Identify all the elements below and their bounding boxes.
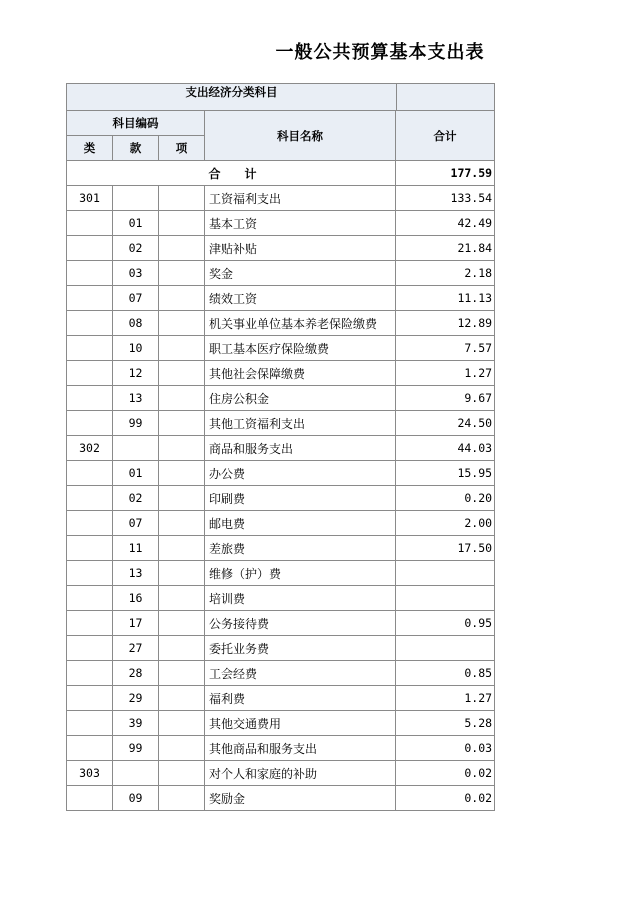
lei-cell (67, 361, 113, 386)
item-name-cell: 委托业务费 (205, 636, 396, 661)
kuan-cell: 08 (113, 311, 159, 336)
amount-cell (396, 636, 495, 661)
kuan-cell: 16 (113, 586, 159, 611)
xiang-cell (159, 711, 205, 736)
item-name-cell: 职工基本医疗保险缴费 (205, 336, 396, 361)
kuan-cell: 39 (113, 711, 159, 736)
item-name-cell: 差旅费 (205, 536, 396, 561)
xiang-cell (159, 586, 205, 611)
item-name-cell: 印刷费 (205, 486, 396, 511)
table-row (67, 511, 495, 536)
amount-cell: 2.00 (396, 511, 495, 536)
xiang-cell (159, 411, 205, 436)
table-row (67, 761, 495, 786)
amount-cell: 7.57 (396, 336, 495, 361)
xiang-cell (159, 211, 205, 236)
header-group-label: 支出经济分类科目 (185, 85, 278, 99)
xiang-cell (159, 511, 205, 536)
lei-cell (67, 261, 113, 286)
item-name-cell: 津贴补贴 (205, 236, 396, 261)
lei-cell: 301 (67, 186, 113, 211)
amount-cell: 2.18 (396, 261, 495, 286)
kuan-cell: 07 (113, 511, 159, 536)
kuan-cell: 03 (113, 261, 159, 286)
table-row (67, 361, 495, 386)
xiang-cell (159, 561, 205, 586)
header-group-cell (67, 84, 495, 111)
xiang-cell (159, 311, 205, 336)
table-row (67, 561, 495, 586)
item-name-cell: 绩效工资 (205, 286, 396, 311)
xiang-cell (159, 611, 205, 636)
kuan-cell: 13 (113, 386, 159, 411)
lei-cell (67, 286, 113, 311)
item-name-cell: 机关事业单位基本养老保险缴费 (205, 311, 396, 336)
amount-cell: 0.95 (396, 611, 495, 636)
lei-cell (67, 386, 113, 411)
table-row (67, 286, 495, 311)
table-row (67, 411, 495, 436)
lei-cell (67, 236, 113, 261)
kuan-cell: 07 (113, 286, 159, 311)
table-row (67, 786, 495, 811)
kuan-cell: 99 (113, 736, 159, 761)
item-name-cell: 维修（护）费 (205, 561, 396, 586)
lei-cell (67, 461, 113, 486)
xiang-cell (159, 436, 205, 461)
xiang-cell (159, 786, 205, 811)
xiang-cell (159, 336, 205, 361)
kuan-cell: 11 (113, 536, 159, 561)
item-name-cell: 其他社会保障缴费 (205, 361, 396, 386)
xiang-cell (159, 661, 205, 686)
amount-cell: 11.13 (396, 286, 495, 311)
amount-cell: 133.54 (396, 186, 495, 211)
kuan-cell: 02 (113, 236, 159, 261)
amount-cell: 0.02 (396, 761, 495, 786)
lei-cell (67, 661, 113, 686)
amount-cell: 1.27 (396, 686, 495, 711)
header-name: 科目名称 (205, 111, 396, 161)
lei-cell (67, 686, 113, 711)
amount-cell: 42.49 (396, 211, 495, 236)
kuan-cell: 01 (113, 461, 159, 486)
table-row (67, 636, 495, 661)
item-name-cell: 奖金 (205, 261, 396, 286)
item-name-cell: 邮电费 (205, 511, 396, 536)
item-name-cell: 培训费 (205, 586, 396, 611)
table-row (67, 661, 495, 686)
header-code-group: 科目编码 (67, 111, 205, 136)
amount-cell: 0.02 (396, 786, 495, 811)
amount-cell: 0.85 (396, 661, 495, 686)
amount-cell: 24.50 (396, 411, 495, 436)
xiang-cell (159, 186, 205, 211)
xiang-cell (159, 486, 205, 511)
kuan-cell (113, 186, 159, 211)
lei-cell: 302 (67, 436, 113, 461)
item-name-cell: 其他工资福利支出 (205, 411, 396, 436)
lei-cell: 303 (67, 761, 113, 786)
lei-cell (67, 711, 113, 736)
kuan-cell: 10 (113, 336, 159, 361)
item-name-cell: 工会经费 (205, 661, 396, 686)
item-name-cell: 公务接待费 (205, 611, 396, 636)
item-name-cell: 基本工资 (205, 211, 396, 236)
lei-cell (67, 336, 113, 361)
lei-cell (67, 511, 113, 536)
kuan-cell: 13 (113, 561, 159, 586)
lei-cell (67, 736, 113, 761)
table-row (67, 461, 495, 486)
table-row (67, 386, 495, 411)
total-amount: 177.59 (396, 161, 495, 186)
table-row (67, 711, 495, 736)
kuan-cell: 01 (113, 211, 159, 236)
table-row (67, 536, 495, 561)
lei-cell (67, 536, 113, 561)
table-row (67, 486, 495, 511)
lei-cell (67, 411, 113, 436)
item-name-cell: 其他商品和服务支出 (205, 736, 396, 761)
table-row (67, 311, 495, 336)
lei-cell (67, 636, 113, 661)
amount-cell: 1.27 (396, 361, 495, 386)
xiang-cell (159, 361, 205, 386)
kuan-cell (113, 761, 159, 786)
kuan-cell: 09 (113, 786, 159, 811)
amount-cell: 0.03 (396, 736, 495, 761)
amount-cell: 5.28 (396, 711, 495, 736)
table-row (67, 736, 495, 761)
item-name-cell: 奖励金 (205, 786, 396, 811)
kuan-cell: 02 (113, 486, 159, 511)
item-name-cell: 办公费 (205, 461, 396, 486)
amount-cell: 12.89 (396, 311, 495, 336)
lei-cell (67, 611, 113, 636)
total-blank (67, 161, 205, 186)
kuan-cell: 12 (113, 361, 159, 386)
table-row (67, 686, 495, 711)
header-lei: 类 (67, 136, 113, 161)
amount-cell: 44.03 (396, 436, 495, 461)
table-row (67, 336, 495, 361)
table-row (67, 586, 495, 611)
xiang-cell (159, 286, 205, 311)
lei-cell (67, 586, 113, 611)
lei-cell (67, 486, 113, 511)
table-row (67, 211, 495, 236)
item-name-cell: 福利费 (205, 686, 396, 711)
xiang-cell (159, 386, 205, 411)
xiang-cell (159, 261, 205, 286)
table-row (67, 611, 495, 636)
lei-cell (67, 211, 113, 236)
item-name-cell: 对个人和家庭的补助 (205, 761, 396, 786)
amount-cell: 15.95 (396, 461, 495, 486)
amount-cell (396, 561, 495, 586)
item-name-cell: 商品和服务支出 (205, 436, 396, 461)
table-row (67, 186, 495, 211)
total-label: 合 计 (205, 161, 396, 186)
header-total: 合计 (396, 111, 495, 161)
xiang-cell (159, 236, 205, 261)
lei-cell (67, 561, 113, 586)
lei-cell (67, 786, 113, 811)
table-row (67, 261, 495, 286)
kuan-cell: 17 (113, 611, 159, 636)
kuan-cell: 99 (113, 411, 159, 436)
xiang-cell (159, 461, 205, 486)
xiang-cell (159, 761, 205, 786)
lei-cell (67, 311, 113, 336)
table-row (67, 436, 495, 461)
expenditure-table (66, 83, 495, 811)
amount-cell (396, 586, 495, 611)
page-title: 一般公共预算基本支出表 (275, 42, 485, 63)
xiang-cell (159, 536, 205, 561)
header-kuan: 款 (113, 136, 159, 161)
xiang-cell (159, 636, 205, 661)
kuan-cell: 27 (113, 636, 159, 661)
amount-cell: 21.84 (396, 236, 495, 261)
kuan-cell: 28 (113, 661, 159, 686)
amount-cell: 9.67 (396, 386, 495, 411)
amount-cell: 17.50 (396, 536, 495, 561)
kuan-cell (113, 436, 159, 461)
xiang-cell (159, 686, 205, 711)
total-row (67, 161, 495, 186)
kuan-cell: 29 (113, 686, 159, 711)
header-xiang: 项 (159, 136, 205, 161)
item-name-cell: 住房公积金 (205, 386, 396, 411)
item-name-cell: 其他交通费用 (205, 711, 396, 736)
table-row (67, 236, 495, 261)
item-name-cell: 工资福利支出 (205, 186, 396, 211)
xiang-cell (159, 736, 205, 761)
amount-cell: 0.20 (396, 486, 495, 511)
